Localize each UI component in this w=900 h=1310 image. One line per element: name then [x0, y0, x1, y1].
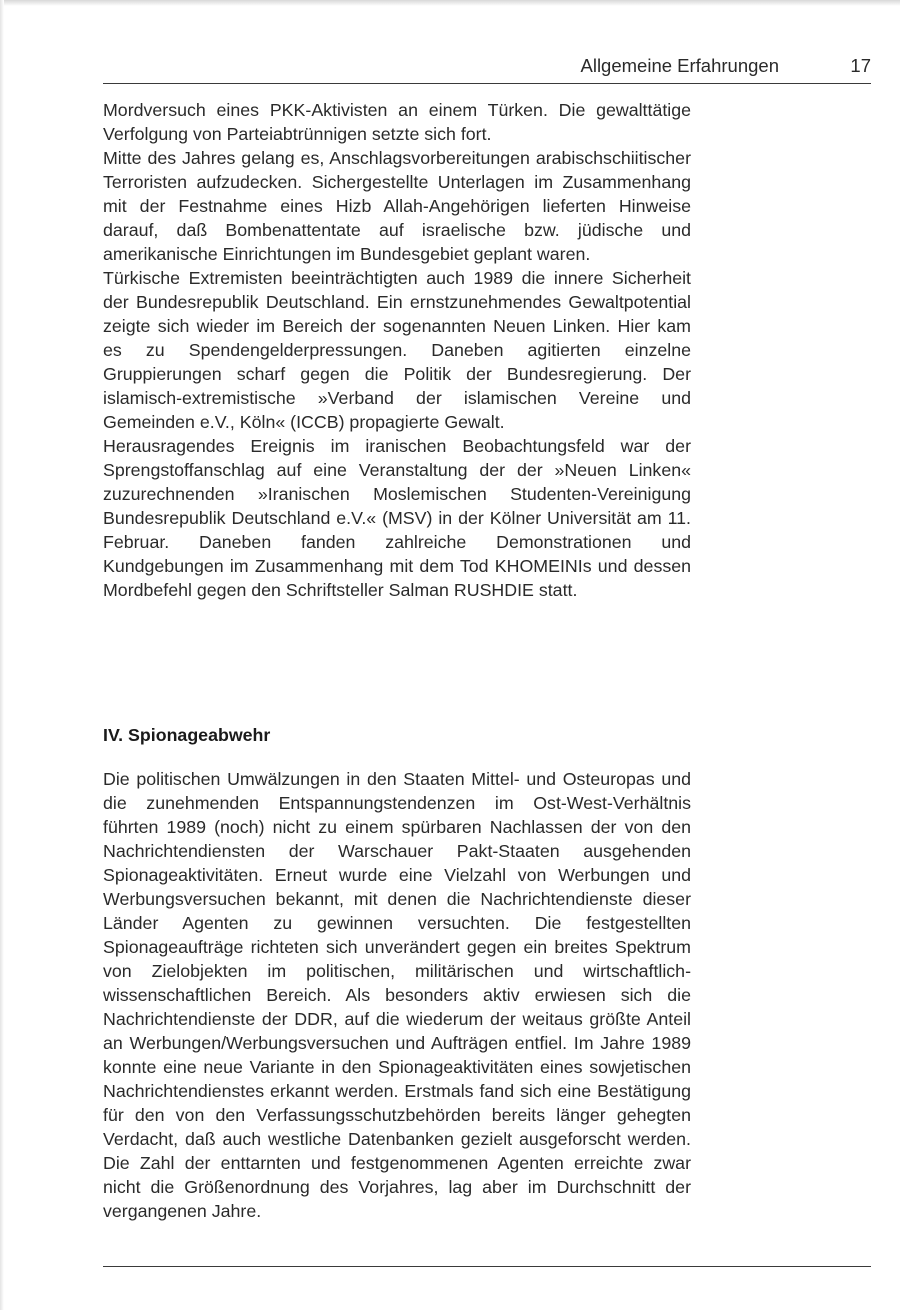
page-header	[103, 54, 871, 84]
header-rule	[103, 83, 871, 84]
paragraph: Mitte des Jahres gelang es, Anschlagsvorbereitungen arabischschiitischer Terroristen aufzudecken. Sichergestellte Unterlagen im Zusammenhang mit der Festnahme eines Hizb Allah-Angehörigen lieferten Hinweise darauf, daß Bombenattentate auf israelische bzw. jüdische und amerikanische Einrichtungen im Bundesgebiet geplant waren.	[103, 148, 691, 264]
paragraph: Mordversuch eines PKK-Aktivisten an einem Türken. Die gewalttätige Verfolgung von Parteiabtrünnigen setzte sich fort.	[103, 100, 691, 144]
section-text-counterespionage	[103, 767, 691, 1223]
paragraph: Türkische Extremisten beeinträchtigten auch 1989 die innere Sicherheit der Bundesrepublik Deutschland. Ein ernstzunehmendes Gewaltpotential zeigte sich wieder im Bereich der sogenannten Neuen Linken. Hier kam es zu Spendengelderpressungen. Daneben agitierten einzelne Gruppierungen scharf gegen die Politik der Bundesregierung. Der islamisch-extremistische »Verband der islamischen Vereine und Gemeinden e.V., Köln« (ICCB) propagierte Gewalt.	[103, 268, 691, 432]
scan-top-edge	[0, 0, 900, 6]
scan-left-edge	[0, 0, 4, 1310]
footer-rule	[103, 1266, 871, 1267]
section-text-extremism	[103, 98, 691, 602]
running-title: Allgemeine Erfahrungen	[580, 55, 779, 76]
section-heading: IV. Spionageabwehr	[103, 725, 271, 745]
page-number: 17	[850, 55, 871, 76]
paragraph: Herausragendes Ereignis im iranischen Beobachtungsfeld war der Sprengstoffanschlag auf eine Veranstaltung der der »Neuen Linken« zuzurechnenden »Iranischen Moslemischen Studenten-Vereinigung Bundesrepublik Deutschland e.V.« (MSV) in der Kölner Universität am 11. Februar. Daneben fanden zahlreiche Demonstrationen und Kundgebungen im Zusammenhang mit dem Tod KHOMEINIs und dessen Mordbefehl gegen den Schriftsteller Salman RUSHDIE statt.	[103, 436, 691, 600]
paragraph: Die politischen Umwälzungen in den Staaten Mittel- und Osteuropas und die zunehmenden Entspannungstendenzen im Ost-West-Verhältnis führten 1989 (noch) nicht zu einem spürbaren Nachlassen der von den Nachrichtendiensten der Warschauer Pakt-Staaten ausgehenden Spionageaktivitäten. Erneut wurde eine Vielzahl von Werbungen und Werbungsversuchen bekannt, mit denen die Nachrichtendienste dieser Länder Agenten zu gewinnen versuchten. Die festgestellten Spionageaufträge richteten sich unverändert gegen ein breites Spektrum von Zielobjekten im politischen, militärischen und wirtschaftlich-wissenschaftlichen Bereich. Als besonders aktiv erwiesen sich die Nachrichtendienste der DDR, auf die wiederum der weitaus größte Anteil an Werbungen/Werbungsversuchen und Aufträgen entfiel. Im Jahre 1989 konnte eine neue Variante in den Spionageaktivitäten eines sowjetischen Nachrichtendienstes erkannt werden. Erstmals fand sich eine Bestätigung für den von den Verfassungsschutzbehörden bereits länger gehegten Verdacht, daß auch westliche Datenbanken gezielt ausgeforscht werden. Die Zahl der enttarnten und festgenommenen Agenten erreichte zwar nicht die Größenordnung des Vorjahres, lag aber im Durchschnitt der vergangenen Jahre.	[103, 769, 691, 1221]
